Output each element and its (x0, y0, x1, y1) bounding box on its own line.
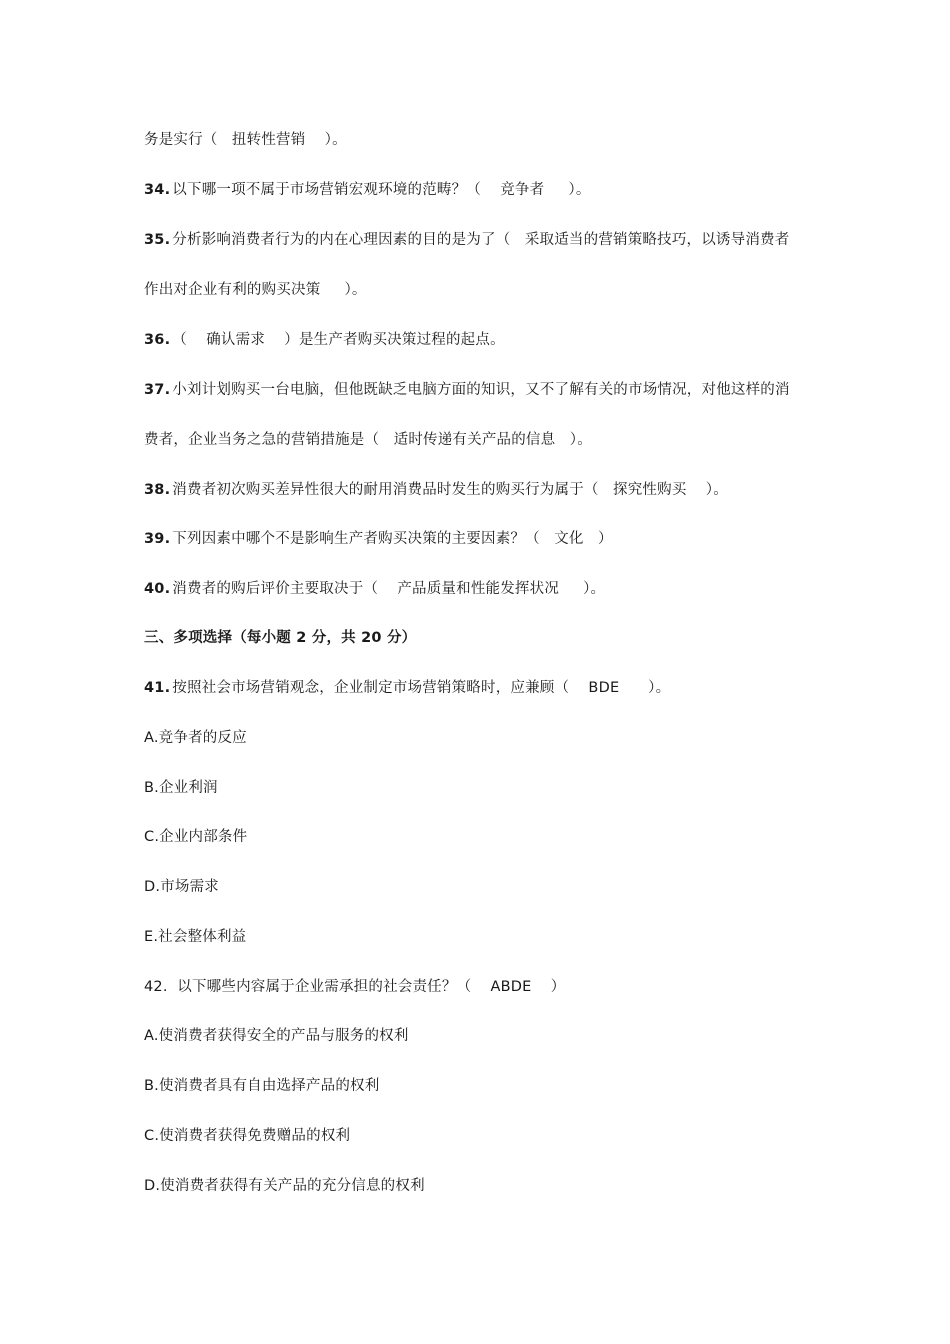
question-text: 42. 以下哪些内容属于企业需承担的社会责任？（ ABDE ） (144, 979, 566, 995)
question-number: 35. (144, 232, 171, 248)
question-41 (144, 678, 890, 698)
question-36 (144, 330, 890, 350)
text-line: 费者，企业当务之急的营销措施是（ 适时传递有关产品的信息 ）。 (144, 432, 592, 448)
question-text: 按照社会市场营销观念，企业制定市场营销策略时，应兼顾（ BDE ）。 (172, 680, 671, 696)
question-number: 41. (144, 680, 171, 696)
section-heading: 三、多项选择（每小题 2 分，共 20 分） (144, 630, 417, 646)
text-line: 务是实行（ 扭转性营销 ）。 (144, 132, 347, 148)
question-text: 小刘计划购买一台电脑，但他既缺乏电脑方面的知识，又不了解有关的市场情况，对他这样的消 (172, 382, 790, 398)
option-c: C.企业内部条件 (144, 829, 248, 845)
question-number: 40. (144, 581, 171, 597)
question-42 (144, 977, 890, 997)
text-line: 作出对企业有利的购买决策 ）。 (144, 282, 367, 298)
option-b: B.企业利润 (144, 780, 218, 796)
question-text: （ 确认需求 ）是生产者购买决策过程的起点。 (172, 332, 505, 348)
question-39 (144, 529, 890, 549)
question-number: 36. (144, 332, 171, 348)
option-a: A.使消费者获得安全的产品与服务的权利 (144, 1028, 409, 1044)
question-text: 消费者的购后评价主要取决于（ 产品质量和性能发挥状况 ）。 (172, 581, 606, 597)
option-e: E.社会整体利益 (144, 929, 247, 945)
question-text: 以下哪一项不属于市场营销宏观环境的范畴？（ 竞争者 ）。 (172, 182, 591, 198)
option-a: A.竞争者的反应 (144, 730, 247, 746)
option-d: D.市场需求 (144, 879, 219, 895)
question-38 (144, 480, 890, 500)
question-number: 38. (144, 482, 171, 498)
question-number: 34. (144, 182, 171, 198)
question-35 (144, 230, 890, 250)
question-40 (144, 579, 890, 599)
question-number: 37. (144, 382, 171, 398)
option-d: D.使消费者获得有关产品的充分信息的权利 (144, 1178, 425, 1194)
question-text: 分析影响消费者行为的内在心理因素的目的是为了（ 采取适当的营销策略技巧，以诱导消费者 (172, 232, 790, 248)
question-37 (144, 380, 890, 400)
option-c: C.使消费者获得免费赠品的权利 (144, 1128, 351, 1144)
question-text: 消费者初次购买差异性很大的耐用消费品时发生的购买行为属于（ 探究性购买 ）。 (172, 482, 728, 498)
question-number: 39. (144, 531, 171, 547)
question-34 (144, 180, 890, 200)
option-b: B.使消费者具有自由选择产品的权利 (144, 1078, 380, 1094)
question-text: 下列因素中哪个不是影响生产者购买决策的主要因素？（ 文化 ） (172, 531, 613, 547)
